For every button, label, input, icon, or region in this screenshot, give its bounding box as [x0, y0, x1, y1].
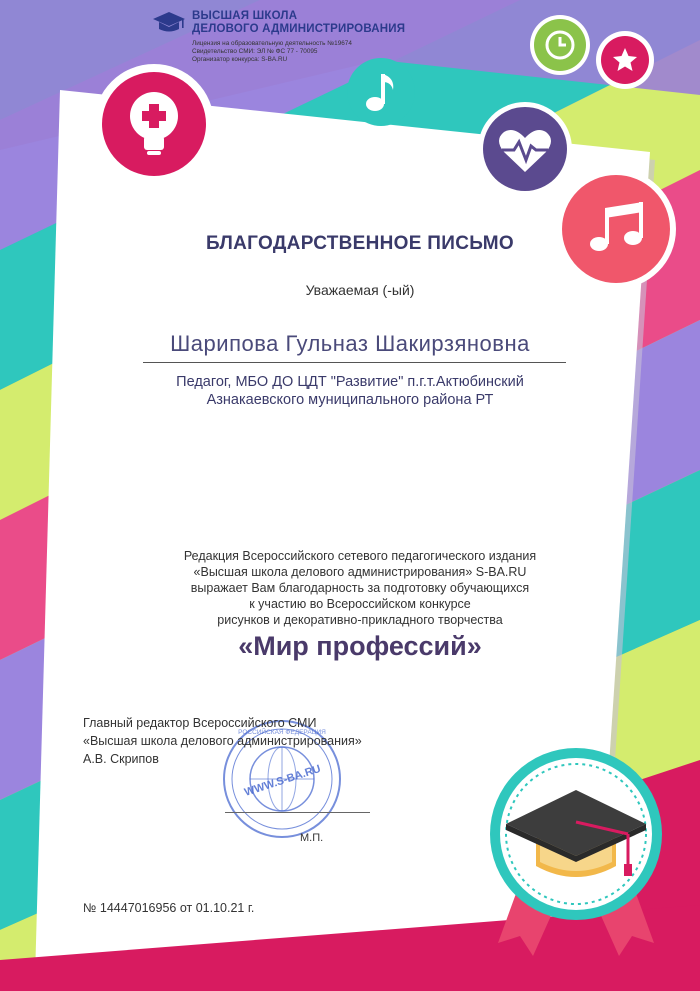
recipient-position-line2: Азнакаевского муниципального района РТ — [206, 392, 494, 408]
graduation-cap-badge — [478, 738, 674, 960]
document-title: БЛАГОДАРСТВЕННОЕ ПИСЬМО — [206, 233, 514, 254]
star-icon — [595, 30, 655, 90]
document-number: № 14447016956 от 01.10.21 г. — [83, 901, 255, 915]
recipient-name: Шарипова Гульназ Шакирзяновна — [170, 331, 530, 356]
signature-line2: «Высшая школа делового администрирования» — [83, 734, 362, 748]
signature-line — [225, 812, 370, 813]
clock-icon — [529, 14, 591, 76]
recipient-position-line1: Педагог, МБО ДО ЦДТ "Развитие" п.г.т.Актюбинский — [176, 374, 524, 390]
message-line2: «Высшая школа делового администрирования» S-BA.RU — [193, 565, 527, 579]
graduation-cap-icon — [152, 10, 186, 36]
logo-title-line1: ВЫСШАЯ ШКОЛА — [192, 10, 298, 22]
signature-line1: Главный редактор Всероссийского СМИ — [83, 716, 317, 730]
greeting: Уважаемая (-ый) — [305, 282, 415, 298]
message-line3: выражает Вам благодарность за подготовку обучающихся — [190, 581, 530, 595]
signature-line3: А.В. Скрипов — [83, 752, 159, 766]
message-line1: Редакция Всероссийского сетевого педагогического издания — [183, 549, 537, 563]
music-notes-icon — [555, 168, 677, 290]
music-note-icon — [345, 56, 417, 128]
stamp-ring-text: РОССИЙСКАЯ ФЕДЕРАЦИЯ — [238, 729, 326, 736]
stamp-center-text: WWW.S-BA.RU — [242, 762, 323, 799]
logo-organizer: Организатор конкурса: S-BA.RU — [192, 56, 288, 63]
message-line4: к участию во Всероссийском конкурсе — [249, 597, 471, 611]
logo-title-line2: ДЕЛОВОГО АДМИНИСТРИРОВАНИЯ — [192, 23, 406, 35]
lightbulb-plus-icon — [92, 62, 216, 186]
message-line5: рисунков и декоративно-прикладного творчества — [217, 613, 503, 627]
name-underline — [143, 362, 566, 363]
logo-license: Лицензия на образовательную деятельность №19674 — [192, 40, 352, 47]
contest-name: «Мир профессий» — [238, 631, 482, 661]
logo-certificate: Свидетельство СМИ: ЭЛ № ФС 77 - 70095 — [192, 48, 318, 55]
stamp-label: М.П. — [300, 832, 324, 844]
